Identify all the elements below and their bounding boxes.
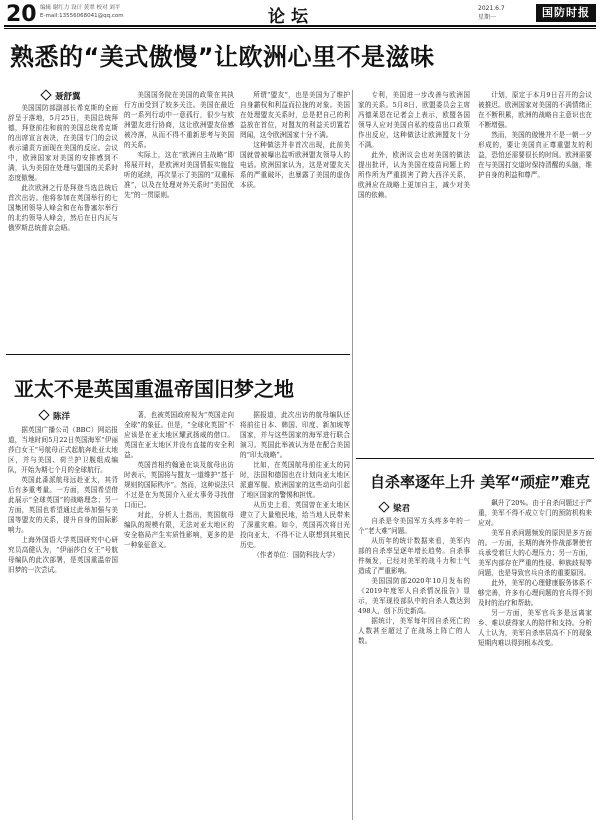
paragraph: 此次欧洲之行是拜登当选总统后首次出访。他将参加在英国举行的七国集团领导人峰会和在布鲁塞尔举行的北约领导人峰会，然后在日内瓦与俄罗斯总统普京会晤。 [8, 184, 118, 232]
paragraph: 据报道，此次出访的航母编队还将前往日本、韩国、印度、新加坡等国家，并与这些国家的海军进行联合演习。英国此举被认为是在配合美国的“印太战略”。 [240, 411, 350, 459]
paragraph: 飙升了20%。由于自杀问题过于严重，美军不得不成立专门的预防机构来应对。 [478, 499, 592, 527]
article1-byline [42, 90, 81, 102]
paragraph: 自杀是令美国军方头疼多年的一个“老大难”问题。 [358, 517, 470, 535]
section-title: 论坛 [268, 7, 314, 27]
date-block [478, 4, 505, 22]
article1-author: 聂舒翼 [55, 92, 81, 102]
masthead-logo: 国防时报 [536, 4, 596, 22]
article2-column-2 [124, 410, 234, 820]
article3-column-1 [358, 516, 470, 820]
paragraph: 从历史上看，英国曾在亚太地区建立了大量殖民地，给当地人民带来了深重灾难。如今，英国再次将目光投向亚太，不得不让人联想到其殖民历史。 [240, 501, 350, 549]
paragraph: 专利，美国进一步改善与欧洲国家的关系。5月8日，欧盟委员会主席冯德莱恩在记者会上表示，欧盟各国领导人应对美国自私的疫苗出口政策作出反应，这种做法让欧洲盟友十分不满。 [358, 91, 470, 149]
byline-diamond-icon [378, 501, 389, 512]
issue-date: 2021.6.7 [478, 5, 505, 12]
weekday: 星期一 [478, 14, 497, 21]
article2-headline: 亚太不是英国重温帝国旧梦之地 [14, 377, 294, 401]
article3-headline: 自杀率逐年上升 美军“顽症”难克 [370, 473, 590, 491]
article2-byline [40, 410, 70, 422]
paragraph: 英国此番派航母远赴亚太，其背后有多重考量。一方面，英国希望借此展示“全球英国”的战略理念；另一方面，英国也希望通过此举加强与美国等盟友的关系，提升自身的国际影响力。 [8, 476, 118, 534]
paragraph: 英国首相约翰逊在谈及航母出访时表示，英国将与盟友一道维护“基于规则的国际秩序”。然而，这种说法只不过是在为英国介入亚太事务寻找借口而已。 [124, 461, 234, 509]
paragraph: 计划，原定于本月9日召开的会议被推迟。欧洲国家对美国的不满情绪正在不断积累，欧洲的战略自主意识也在不断增强。 [478, 91, 592, 129]
paragraph: 美国国防部副部长希克斯的全面辞呈于落地，5月25日，美国总统拜德，拜登前往和前的美国总统希克斯的出席宣言表决，在美国专门的会议表示谴责方面现在美国的反应。会议中，欧洲国家对美国的安排感到不满，认为美国在处理与盟国的关系时态度傲慢。 [8, 104, 118, 182]
byline-diamond-icon [38, 409, 49, 420]
article1-column-4 [358, 90, 470, 452]
header-rule-thin [4, 28, 596, 29]
article1-column-3 [240, 90, 350, 345]
paragraph: 据英国广播公司（BBC）网站报道，当地时间5月22日英国海军“伊丽莎白女王”号航母正式起航奔赴亚太地区，并与美国、荷兰护卫舰组成编队，开始为期七个月的全球航行。 [8, 426, 118, 474]
article1-column-1 [8, 103, 118, 345]
page-number: 20 [6, 2, 37, 27]
article1-column-2 [124, 90, 234, 345]
paragraph: 这种做法并非首次出现，此前美国就曾被曝出监听欧洲盟友领导人的电话。欧洲国家认为，这是对盟友关系的严重破坏，也暴露了美国的虚伪本质。 [240, 141, 350, 189]
paragraph: 对此，分析人士指出，英国航母编队的规模有限，无法对亚太地区的安全格局产生实质性影响，更多的是一种象征意义。 [124, 511, 234, 549]
paragraph: 著，也被英国政府视为“英国走向全球”的象征。但是，“全球化英国”不应该是在亚太地区耀武扬威的借口。英国在亚太地区并没有直接的安全利益。 [124, 411, 234, 459]
editors-info [40, 4, 124, 20]
column-divider [352, 90, 353, 820]
article2-column-1 [8, 425, 118, 820]
byline-diamond-icon [40, 89, 51, 100]
article3-byline [380, 502, 410, 514]
paragraph: 然而，美国的傲慢并不是一朝一夕形成的，要让美国真正尊重盟友的利益，恐怕还需要很长的时间。欧洲需要在与美国打交道时保持清醒的头脑，维护自身的利益和尊严。 [478, 131, 592, 179]
paragraph: 美国国防部2020年10月发布的《2019年度军人自杀情况报告》显示，美军现役部队中的自杀人数达到498人，创下历史新高。 [358, 577, 470, 615]
page-header [0, 0, 600, 26]
paragraph: 此外，欧洲议会也对美国的做法提出批评，认为美国在疫苗问题上的所作所为严重损害了跨大西洋关系，欧洲应在战略上更加自主，减少对美国的依赖。 [358, 151, 470, 199]
article2-author: 陈洋 [53, 412, 71, 422]
header-rule-thick [4, 25, 596, 27]
article3-column-2 [478, 498, 592, 820]
paragraph: （作者单位：国防科技大学） [253, 551, 339, 559]
article3-author: 梁君 [393, 504, 411, 514]
email-line: E-mail:13556068041@qq.com [40, 13, 124, 19]
article-divider [356, 458, 594, 459]
paragraph: 从历年的统计数据来看，美军内部的自杀率呈逐年增长趋势。自杀事件频发，已经对美军的战斗力和士气造成了严重影响。 [358, 537, 470, 575]
editors-line: 编辑 谢红力 设计 黄翠 校对 刘平 [40, 5, 121, 11]
paragraph: 此外，美军的心理健康服务体系不够完善，许多有心理问题的官兵得不到及时的治疗和帮助。 [478, 579, 592, 607]
paragraph: 美国国务院在美国的政策在其执行方面受到了较多关注。美国在最近的一系列行动中一意孤行，很少与欧洲盟友进行协商，这让欧洲盟友倍感被冷落，从而不得不重新思考与美国的关系。 [124, 91, 234, 149]
paragraph: 美军自杀问题频发的原因是多方面的。一方面，长期的海外作战部署使官兵承受着巨大的心理压力；另一方面，美军内部存在严重的性侵、种族歧视等问题，也是导致官兵自杀的重要原因。 [478, 529, 592, 577]
paragraph: 另一方面，美军官兵多是远离家乡、难以获得家人的陪伴和支持。分析人士认为，美军自杀率居高不下的现象短期内难以得到根本改变。 [478, 609, 592, 647]
paragraph: 上海外国语大学英国研究中心研究员高健认为，“伊丽莎白女王”号航母编队的此次部署，是英国重温帝国旧梦的一次尝试。 [8, 536, 118, 574]
article1-headline: 熟悉的“美式傲慢”让欧洲心里不是滋味 [10, 43, 435, 71]
paragraph: 实际上，这在“欧洲自主战略”即将展开时，是欧洲对美国情报实施监听的延续，再次显示了美国的“双重标准”，以及在处理对外关系时“美国优先”的一贯原则。 [124, 151, 234, 199]
paragraph: 所谓“盟友”，也是美国为了维护自身霸权和利益而拉拢的对象。美国在处理盟友关系时，总是把自己的利益放在首位，对盟友的利益关切置若罔闻，这令欧洲国家十分不满。 [240, 91, 350, 139]
article-divider [6, 354, 350, 355]
paragraph: 比如，在英国航母前往亚太的同时，法国和德国也在计划向亚太地区派遣军舰。欧洲国家的这些动向引起了地区国家的警惕和担忧。 [240, 461, 350, 499]
paragraph: 据统计，美军每年因自杀死亡的人数甚至超过了在战场上阵亡的人数。 [358, 617, 470, 645]
article1-column-5 [478, 90, 592, 452]
article2-column-3 [240, 410, 350, 820]
